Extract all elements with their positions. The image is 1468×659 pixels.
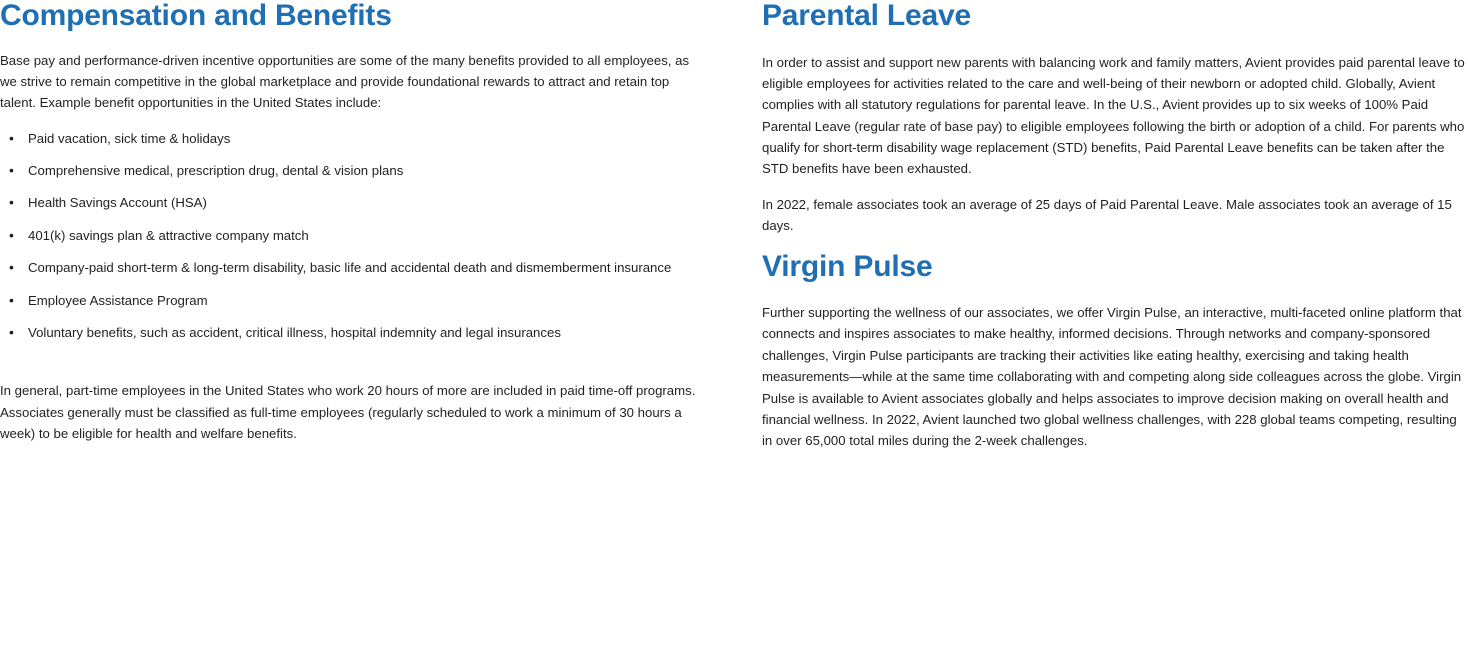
right-column <box>762 0 1468 466</box>
compensation-and-benefits-heading: Compensation and Benefits <box>0 0 392 32</box>
list-item: • Comprehensive medical, prescription drug, dental & vision plans <box>26 160 700 181</box>
benefits-list <box>0 128 700 344</box>
list-item: • Company-paid short-term & long-term disability, basic life and accidental death and dismemberment insurance <box>26 257 700 278</box>
parental-leave-paragraph-1: In order to assist and support new parents with balancing work and family matters, Avient provides paid parental leave to eligible employees for activities related to the care and well-being of their newborn or adopted child. Globally, Avient complies with all statutory regulations for parental leave. In the U.S., Avient provides up to six weeks of 100% Paid Parental Leave (regular rate of base pay) to eligible employees following the birth or adoption of a child. For parents who qualify for short-term disability wage replacement (STD) benefits, Paid Parental Leave benefits can be taken after the STD benefits have been exhausted. <box>762 54 1465 177</box>
part-time-eligibility-paragraph: In general, part-time employees in the United States who work 20 hours of more are included in paid time-off programs. Associates generally must be classified as full-time employees (regularly scheduled to work a minimum of 30 hours a week) to be eligible for health and welfare benefits. <box>0 383 696 441</box>
compensation-intro-paragraph: Base pay and performance-driven incentive opportunities are some of the many benefits provided to all employees, as we strive to remain competitive in the global marketplace and provide foundational rewards to attract and retain top talent. Example benefit opportunities in the United States include: <box>0 52 690 111</box>
parental-leave-paragraph-2: In 2022, female associates took an average of 25 days of Paid Parental Leave. Male associates took an average of 15 days. <box>762 196 1452 234</box>
virgin-pulse-paragraph: Further supporting the wellness of our associates, we offer Virgin Pulse, an interactive, multi-faceted online platform that connects and inspires associates to make healthy, informed decisions. Through networks and company-sponsored challenges, Virgin Pulse participants are tracking their activities like eating healthy, exercising and taking health measurements—while at the same time collaborating with and competing along side colleagues across the globe. Virgin Pulse is available to Avient associates globally and helps associates to improve decision making on overall health and financial wellness. In 2022, Avient launched two global wellness challenges, with 228 global teams competing, resulting in over 65,000 total miles during the 2-week challenges. <box>762 305 1462 449</box>
spacer <box>0 354 700 380</box>
virgin-pulse-heading: Virgin Pulse <box>762 249 933 283</box>
parental-leave-heading: Parental Leave <box>762 0 971 32</box>
list-item: • Voluntary benefits, such as accident, critical illness, hospital indemnity and legal insurances <box>26 322 700 343</box>
left-column <box>0 0 700 458</box>
list-item: • 401(k) savings plan & attractive company match <box>26 225 700 246</box>
list-item: • Health Savings Account (HSA) <box>26 192 700 213</box>
list-item: • Employee Assistance Program <box>26 290 700 311</box>
list-item: • Paid vacation, sick time & holidays <box>26 128 700 149</box>
